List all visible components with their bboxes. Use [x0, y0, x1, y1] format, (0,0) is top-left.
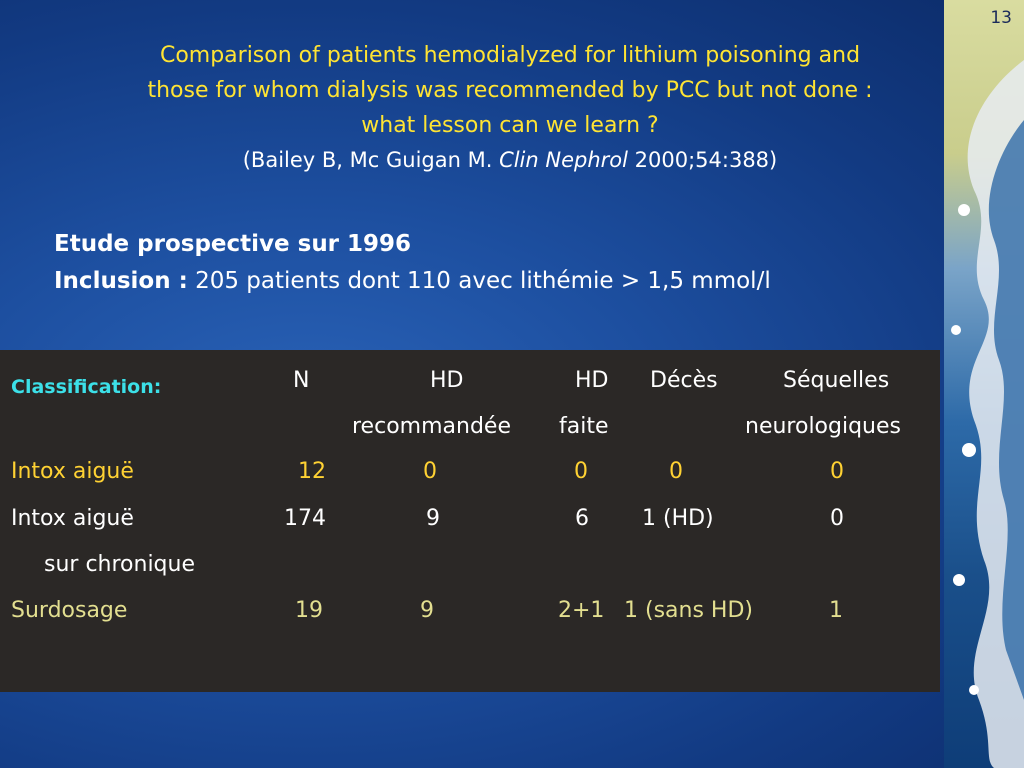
row-2-deces: 1 (HD) — [642, 506, 714, 531]
header-hd-faite-1: HD — [575, 368, 609, 393]
inclusion-label: Inclusion : — [54, 268, 188, 294]
header-n: N — [293, 368, 310, 393]
header-hd-recommandee-1: HD — [430, 368, 464, 393]
header-sequelles-2: neurologiques — [745, 414, 901, 439]
row-1-n: 12 — [298, 459, 326, 484]
row-3-n: 19 — [295, 598, 323, 623]
row-2-sequelles: 0 — [830, 506, 844, 531]
citation-start: (Bailey B, Mc Guigan M. — [242, 148, 500, 172]
row-2-hd-faite: 6 — [575, 506, 589, 531]
header-deces: Décès — [650, 368, 718, 393]
title-line-2: those for whom dialysis was recommended by PCC but not done : — [147, 78, 873, 103]
classification-header: Classification: — [11, 376, 162, 398]
header-hd-recommandee-2: recommandée — [352, 414, 511, 439]
row-2-label: Intox aiguë — [11, 506, 134, 531]
citation — [60, 143, 960, 178]
row-3-hd-faite: 2+1 — [558, 598, 605, 623]
row-2-label-continued: sur chronique — [44, 552, 196, 577]
row-1-deces: 0 — [669, 459, 683, 484]
row-3-deces: 1 (sans HD) — [624, 598, 753, 623]
slide-number: 13 — [990, 8, 1012, 28]
slide-title — [60, 38, 960, 178]
inclusion-line — [54, 263, 771, 300]
row-3-label: Surdosage — [11, 598, 128, 623]
header-hd-faite-2: faite — [559, 414, 609, 439]
row-1-hd-faite: 0 — [574, 459, 588, 484]
study-description — [54, 226, 771, 300]
header-sequelles-1: Séquelles — [783, 368, 890, 393]
study-line: Etude prospective sur 1996 — [54, 231, 412, 257]
row-2-hd-recommandee: 9 — [426, 506, 440, 531]
results-table — [0, 350, 940, 692]
row-1-sequelles: 0 — [830, 459, 844, 484]
citation-end: 2000;54:388) — [627, 148, 778, 172]
title-line-1: Comparison of patients hemodialyzed for lithium poisoning and — [159, 43, 861, 68]
row-3-sequelles: 1 — [829, 598, 843, 623]
row-1-label: Intox aiguë — [11, 459, 134, 484]
title-line-3: what lesson can we learn ? — [361, 113, 659, 138]
citation-journal: Clin Nephrol — [499, 148, 628, 172]
row-2-n: 174 — [284, 506, 326, 531]
row-3-hd-recommandee: 9 — [420, 598, 434, 623]
inclusion-text: 205 patients dont 110 avec lithémie > 1,5 mmol/l — [187, 268, 771, 294]
row-1-hd-recommandee: 0 — [423, 459, 437, 484]
